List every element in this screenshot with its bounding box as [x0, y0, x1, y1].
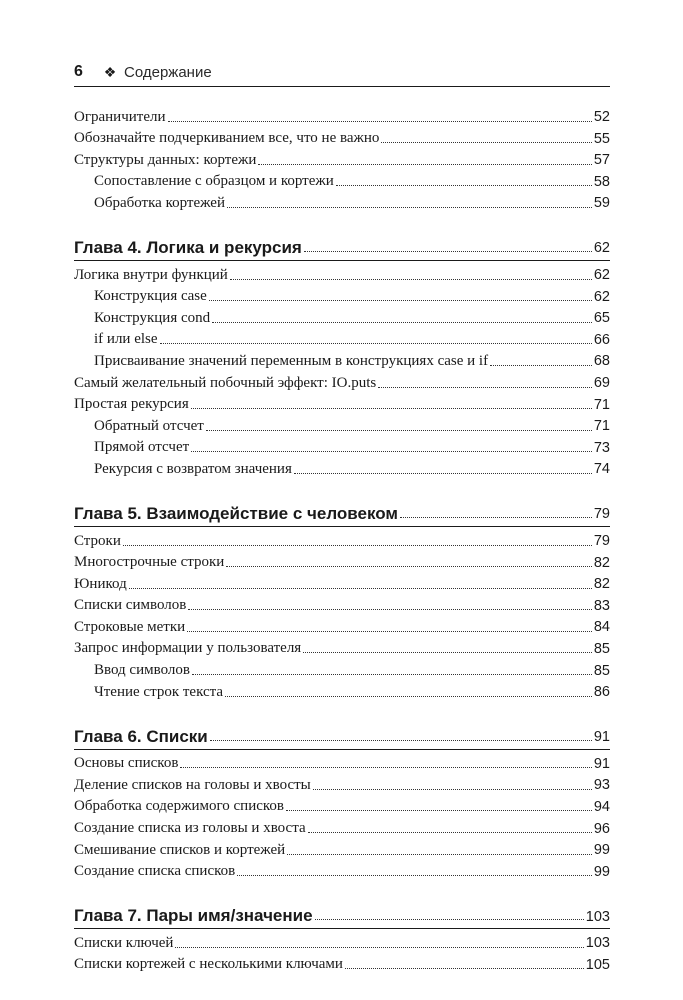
toc-entry-page: 62 — [593, 267, 610, 284]
toc-entry-page: 82 — [593, 554, 610, 571]
dot-leader — [192, 674, 592, 675]
dot-leader — [315, 919, 584, 920]
running-head-title: Содержание — [124, 63, 212, 81]
toc-entry[interactable] — [74, 795, 610, 817]
toc-entry-page: 91 — [593, 729, 610, 746]
dot-leader — [313, 789, 592, 790]
toc-entry[interactable] — [74, 191, 610, 213]
dot-leader — [226, 566, 592, 567]
toc-entry-title: Простая рекурсия — [74, 396, 189, 413]
toc-entry-page: 73 — [593, 439, 610, 456]
dot-leader — [227, 207, 592, 208]
dot-leader — [188, 609, 592, 610]
toc-entry-page: 103 — [585, 935, 610, 952]
toc-entry-title: Сопоставление с образцом и кортежи — [94, 173, 334, 190]
dot-leader — [345, 968, 584, 969]
toc-entry-title: Запрос информации у пользователя — [74, 640, 302, 657]
toc-entry-title: Обозначайте подчеркиванием все, что не важно — [74, 130, 380, 147]
toc-entry-page: 52 — [593, 109, 610, 126]
toc-entry-title: Чтение строк текста — [94, 683, 224, 700]
toc-entry-page: 59 — [593, 195, 610, 212]
chapter-heading[interactable] — [74, 902, 610, 929]
toc-entry-page: 84 — [593, 619, 610, 636]
toc-entry-title: Многострочные строки — [74, 554, 225, 571]
toc-entry-title: Строки — [74, 532, 121, 549]
toc-entry-title: Обработка кортежей — [94, 194, 225, 211]
toc-entry-title: Прямой отсчет — [94, 439, 190, 456]
toc-entry-title: Глава 7. Пары имя/значение — [74, 906, 313, 926]
toc-entry[interactable] — [74, 658, 610, 680]
dot-leader — [381, 142, 591, 143]
ornament-icon: ❖ — [103, 63, 117, 80]
toc-entry-page: 94 — [593, 798, 610, 815]
toc-entry-title: Конструкция cond — [94, 309, 211, 326]
toc-entry[interactable] — [74, 594, 610, 616]
toc-entry-title: Обработка содержимого списков — [74, 798, 284, 815]
toc-entry-title: Ввод символов — [94, 662, 190, 679]
toc-entry[interactable] — [74, 529, 610, 551]
dot-leader — [237, 875, 592, 876]
toc-entry[interactable] — [74, 931, 610, 953]
toc-entry[interactable] — [74, 773, 610, 795]
toc-entry-title: Деление списков на головы и хвосты — [74, 776, 311, 793]
toc-entry-page: 71 — [593, 396, 610, 413]
toc-intro-list — [74, 105, 610, 213]
dot-leader — [490, 365, 592, 366]
dot-leader — [303, 652, 592, 653]
toc-entry-page: 85 — [593, 662, 610, 679]
toc-entry-title: Юникод — [74, 575, 127, 592]
dot-leader — [168, 121, 592, 122]
toc-entry[interactable] — [74, 457, 610, 479]
dot-leader — [123, 545, 592, 546]
toc-entry[interactable] — [74, 105, 610, 127]
toc-entry[interactable] — [74, 551, 610, 573]
running-head — [74, 58, 610, 87]
dot-leader — [308, 832, 592, 833]
dot-leader — [175, 947, 583, 948]
toc-entry-title: Списки кортежей с несколькими ключами — [74, 956, 343, 973]
dot-leader — [304, 251, 592, 252]
toc-entry[interactable] — [74, 572, 610, 594]
toc-entry-page: 103 — [585, 908, 610, 925]
toc-entry[interactable] — [74, 838, 610, 860]
toc-entry[interactable] — [74, 615, 610, 637]
chapter-block — [74, 902, 610, 974]
toc-entry-page: 71 — [593, 418, 610, 435]
dot-leader — [336, 185, 592, 186]
toc-entry-page: 79 — [593, 533, 610, 549]
toc-entry-page: 55 — [593, 130, 610, 147]
toc-entry-title: Основы списков — [74, 755, 179, 772]
toc-entry-title: Строковые метки — [74, 618, 186, 635]
dot-leader — [212, 322, 592, 323]
toc-entry-title: Обратный отсчет — [94, 417, 204, 434]
toc-entry-title: Списки ключей — [74, 934, 174, 951]
chapter-heading[interactable] — [74, 500, 610, 527]
dot-leader — [286, 810, 592, 811]
toc-entry-title: Глава 4. Логика и рекурсия — [74, 237, 302, 257]
toc-entry[interactable] — [74, 680, 610, 702]
dot-leader — [294, 473, 592, 474]
toc-entry-title: Создание списка списков — [74, 863, 236, 880]
toc-entry-page: 99 — [593, 863, 610, 880]
toc-entry-page: 83 — [593, 597, 610, 614]
toc-entry-title: Конструкция case — [94, 288, 207, 305]
toc-entry-page: 62 — [593, 288, 610, 305]
toc-entry-page: 58 — [593, 173, 610, 190]
dot-leader — [210, 740, 592, 741]
toc-entry-page: 93 — [593, 777, 610, 794]
toc-entry-page: 79 — [593, 506, 610, 523]
toc-entry-title: Самый желательный побочный эффект: IO.puts — [74, 374, 377, 391]
toc-entry[interactable] — [74, 306, 610, 328]
toc-entry[interactable] — [74, 752, 610, 774]
toc-entry-page: 91 — [593, 755, 610, 772]
dot-leader — [191, 408, 592, 409]
chapter-heading[interactable] — [74, 723, 610, 750]
dot-leader — [258, 164, 591, 165]
toc-entry-title: Создание списка из головы и хвоста — [74, 820, 306, 837]
toc-entry[interactable] — [74, 414, 610, 436]
dot-leader — [287, 854, 592, 855]
dot-leader — [230, 279, 592, 280]
toc-entry[interactable] — [74, 436, 610, 458]
toc-entry-page: 96 — [593, 820, 610, 837]
toc-entry-title: Присваивание значений переменным в конструкциях case и if — [94, 352, 489, 369]
toc-entry-title: if или else — [94, 331, 158, 348]
toc-entry-page: 68 — [593, 353, 610, 370]
dot-leader — [129, 588, 592, 589]
toc-entry-page: 85 — [593, 640, 610, 657]
toc-entry-title: Структуры данных: кортежи — [74, 151, 257, 168]
toc-entry[interactable] — [74, 127, 610, 149]
dot-leader — [378, 387, 592, 388]
chapter-block — [74, 723, 610, 882]
toc-entry-title: Ограничители — [74, 108, 166, 125]
dot-leader — [191, 451, 592, 452]
dot-leader — [180, 767, 591, 768]
toc-entry-title: Глава 6. Списки — [74, 726, 208, 746]
dot-leader — [400, 517, 592, 518]
toc-entry[interactable] — [74, 816, 610, 838]
toc-entry-title: Смешивание списков и кортежей — [74, 841, 286, 858]
page-number: 6 — [74, 63, 83, 80]
toc-entry[interactable] — [74, 285, 610, 307]
toc-entry[interactable] — [74, 953, 610, 975]
dot-leader — [225, 696, 592, 697]
dot-leader — [206, 430, 592, 431]
toc-entry[interactable] — [74, 371, 610, 393]
toc-entry-title: Списки символов — [74, 597, 187, 614]
dot-leader — [160, 343, 592, 344]
toc-entry-page: 105 — [585, 956, 610, 973]
toc-entry-title: Глава 5. Взаимодействие с человеком — [74, 503, 398, 523]
toc-entry-page: 65 — [593, 310, 610, 327]
toc-entry-page: 57 — [593, 152, 610, 169]
toc-entry-page: 99 — [593, 842, 610, 859]
chapter-heading[interactable] — [74, 234, 610, 261]
toc-entry-page: 66 — [593, 331, 610, 348]
toc-entry-title: Логика внутри функций — [74, 266, 228, 283]
dot-leader — [187, 631, 592, 632]
toc-entry[interactable] — [74, 860, 610, 882]
dot-leader — [209, 300, 592, 301]
toc-entry[interactable] — [74, 328, 610, 350]
toc-entry[interactable] — [74, 263, 610, 285]
toc-entry[interactable] — [74, 393, 610, 415]
toc-entry-page: 74 — [593, 461, 610, 478]
toc-entry[interactable] — [74, 349, 610, 371]
toc-entry[interactable] — [74, 637, 610, 659]
chapter-block — [74, 500, 610, 702]
toc-entry-page: 82 — [593, 576, 610, 593]
toc-entry-page: 86 — [593, 684, 610, 701]
toc-entry-page: 62 — [593, 240, 610, 257]
toc-entry[interactable] — [74, 148, 610, 170]
toc-entry[interactable] — [74, 170, 610, 192]
chapter-block — [74, 234, 610, 479]
toc-chapters — [74, 234, 610, 974]
toc-entry-page: 69 — [593, 375, 610, 392]
toc-entry-title: Рекурсия с возвратом значения — [94, 460, 292, 477]
toc-page — [74, 58, 610, 974]
